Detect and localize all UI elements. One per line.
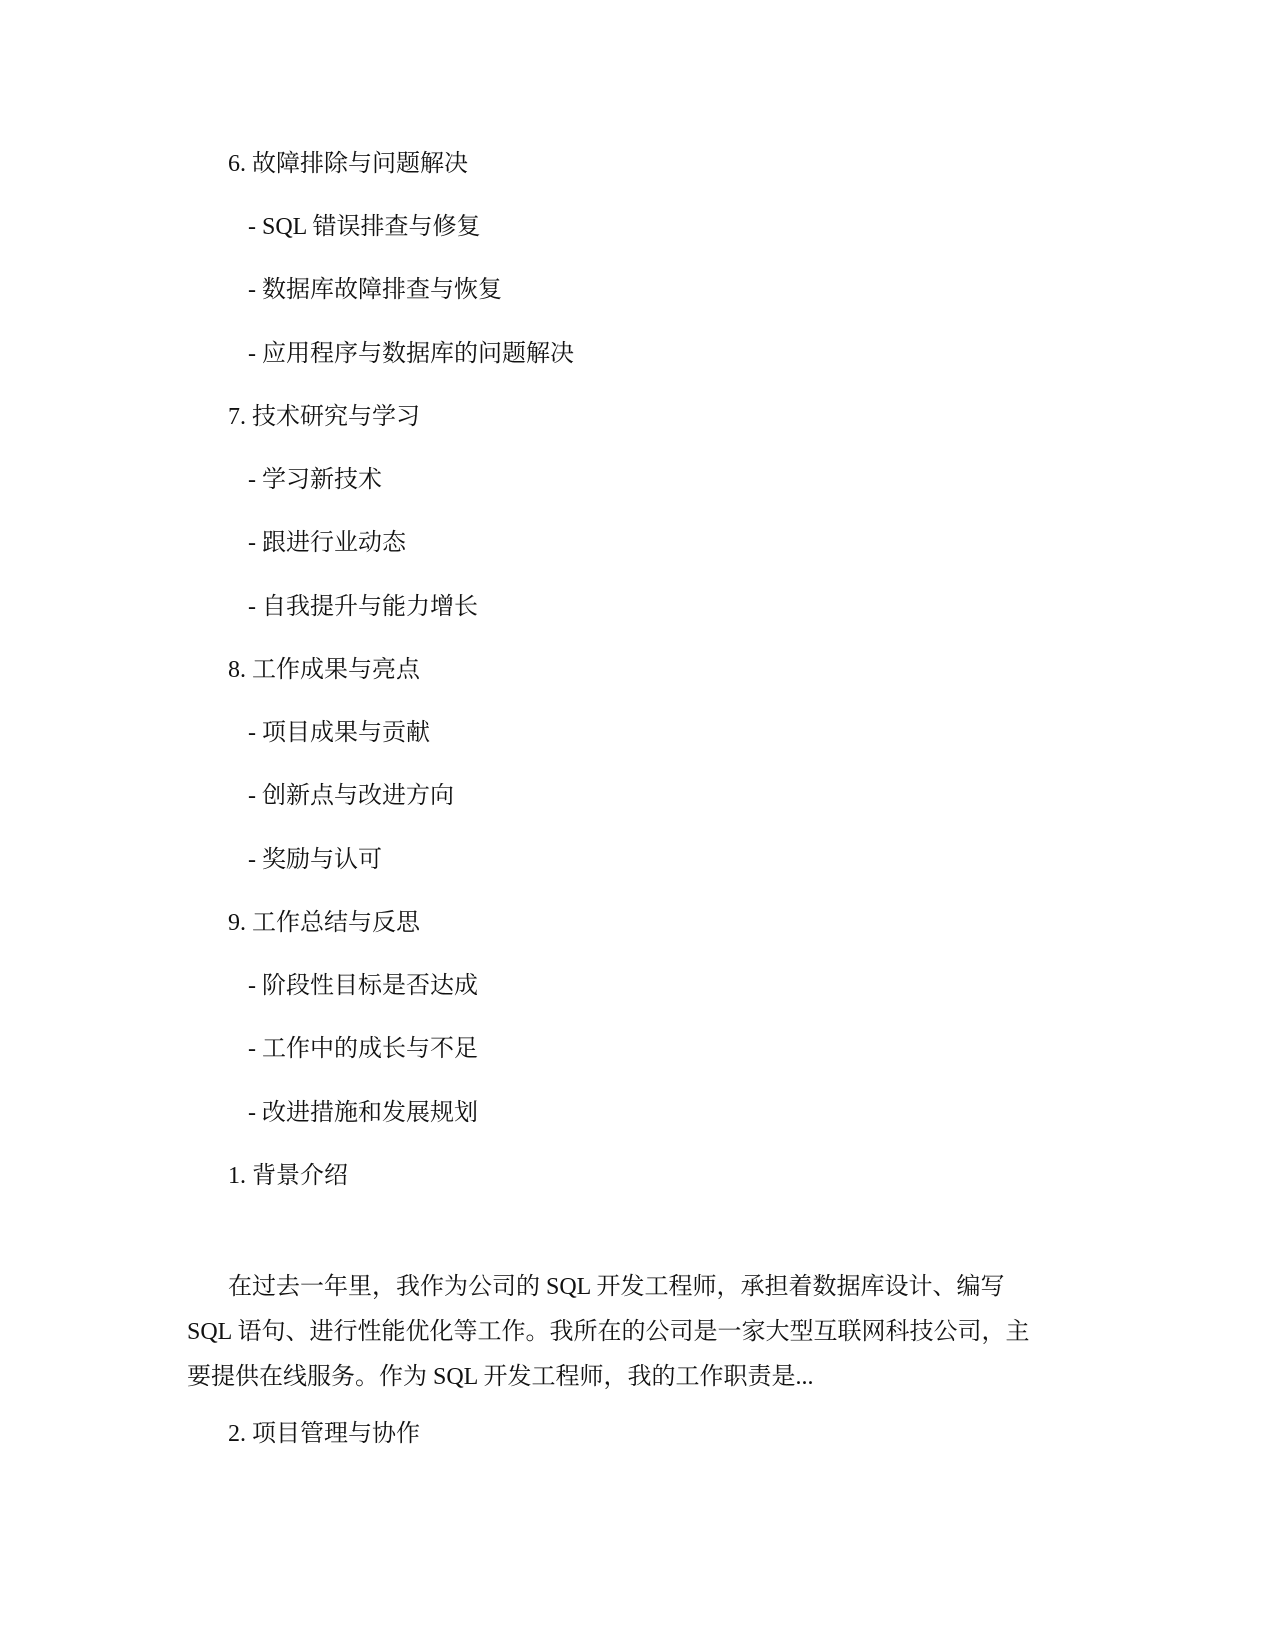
list-item: - SQL 错误排查与修复 bbox=[248, 214, 481, 240]
list-item: - 跟进行业动态 bbox=[248, 530, 406, 556]
list-item: - 自我提升与能力增长 bbox=[248, 594, 478, 620]
list-item: - 奖励与认可 bbox=[248, 847, 382, 873]
list-item: - 创新点与改进方向 bbox=[248, 783, 454, 809]
list-item: - 项目成果与贡献 bbox=[248, 720, 430, 746]
section-heading-9: 9. 工作总结与反思 bbox=[228, 910, 420, 936]
section-heading-2: 2. 项目管理与协作 bbox=[228, 1421, 420, 1447]
list-item: - 学习新技术 bbox=[248, 467, 382, 493]
list-item: - 应用程序与数据库的问题解决 bbox=[248, 341, 574, 367]
background-paragraph bbox=[187, 1265, 1067, 1400]
list-item: - 工作中的成长与不足 bbox=[248, 1036, 478, 1062]
section-heading-7: 7. 技术研究与学习 bbox=[228, 404, 420, 430]
paragraph-line: SQL 语句、进行性能优化等工作。我所在的公司是一家大型互联网科技公司，主 bbox=[187, 1319, 1030, 1345]
list-item: - 阶段性目标是否达成 bbox=[248, 973, 478, 999]
paragraph-line: 在过去一年里，我作为公司的 SQL 开发工程师，承担着数据库设计、编写 bbox=[228, 1274, 1005, 1300]
paragraph-line: 要提供在线服务。作为 SQL 开发工程师，我的工作职责是... bbox=[187, 1364, 814, 1390]
list-item: - 改进措施和发展规划 bbox=[248, 1100, 478, 1126]
list-item: - 数据库故障排查与恢复 bbox=[248, 277, 502, 303]
section-heading-1: 1. 背景介绍 bbox=[228, 1163, 348, 1189]
section-heading-8: 8. 工作成果与亮点 bbox=[228, 657, 420, 683]
section-heading-6: 6. 故障排除与问题解决 bbox=[228, 151, 468, 177]
